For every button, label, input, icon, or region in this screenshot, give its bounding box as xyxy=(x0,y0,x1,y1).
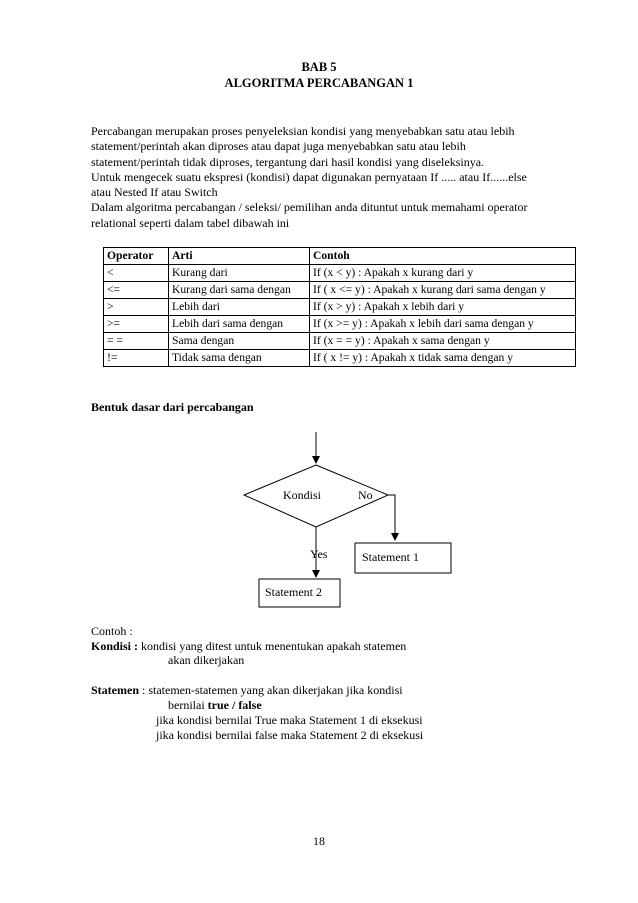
page-title: ALGORITMA PERCABANGAN 1 xyxy=(224,76,414,90)
table-cell: If (x >= y) : Apakah x lebih dari sama dengan y xyxy=(310,316,576,333)
table-cell: If (x > y) : Apakah x lebih dari y xyxy=(310,299,576,316)
intro-line: Dalam algoritma percabangan / seleksi/ pemilihan anda dituntut untuk memahami operator xyxy=(91,200,528,215)
kondisi-term: Kondisi : xyxy=(91,639,139,653)
table-cell: != xyxy=(104,350,169,367)
kondisi-continuation: akan dikerjakan xyxy=(168,653,245,667)
statemen-text: : statemen-statemen yang akan dikerjakan jika kondisi xyxy=(139,683,403,697)
intro-line: Percabangan merupakan proses penyeleksian kondisi yang menyebabkan satu atau lebih xyxy=(91,124,515,138)
true-case-line: jika kondisi bernilai True maka Statement 1 di eksekusi xyxy=(156,713,423,727)
table-header: Operator xyxy=(104,248,169,265)
table-cell: Sama dengan xyxy=(169,333,310,350)
table-cell: Kurang dari xyxy=(169,265,310,282)
kondisi-line xyxy=(91,639,406,654)
intro-line: relational seperti dalam tabel dibawah ini xyxy=(91,215,290,230)
statement1-label: Statement 1 xyxy=(362,550,419,564)
flow-section-title: Bentuk dasar dari percabangan xyxy=(91,400,254,414)
table-cell: >= xyxy=(104,316,169,333)
table-cell: <= xyxy=(104,282,169,299)
intro-line: atau Nested If atau Switch xyxy=(91,185,218,200)
example-heading: Contoh : xyxy=(91,624,133,638)
page-number: 18 xyxy=(313,834,325,848)
intro-line: Untuk mengecek suatu ekspresi (kondisi) dapat digunakan pernyataan If ..... atau If......else xyxy=(91,169,527,184)
intro-line: statement/perintah akan diproses atau dapat juga menyebabkan satu atau lebih xyxy=(91,139,466,154)
bernilai-prefix: bernilai xyxy=(168,698,208,712)
table-cell: If (x = = y) : Apakah x sama dengan y xyxy=(310,333,576,350)
bernilai-values: true / false xyxy=(207,698,262,712)
table-cell: If ( x <= y) : Apakah x kurang dari sama dengan y xyxy=(310,282,576,299)
table-cell: If ( x != y) : Apakah x tidak sama dengan y xyxy=(310,350,576,367)
table-cell: Lebih dari sama dengan xyxy=(169,316,310,333)
table-cell: Kurang dari sama dengan xyxy=(169,282,310,299)
table-cell: If (x < y) : Apakah x kurang dari y xyxy=(310,265,576,282)
false-case-line: jika kondisi bernilai false maka Statement 2 di eksekusi xyxy=(156,728,424,742)
statemen-term: Statemen xyxy=(91,683,139,697)
diamond-label: Kondisi xyxy=(283,488,322,502)
chapter-label: BAB 5 xyxy=(301,60,337,74)
table-header: Arti xyxy=(169,248,310,265)
statemen-line xyxy=(91,683,403,698)
yes-label: Yes xyxy=(310,547,328,561)
table-cell: < xyxy=(104,265,169,282)
no-branch-arrow xyxy=(388,495,395,540)
intro-line: statement/perintah tidak diproses, tergantung dari hasil kondisi yang diseleksinya. xyxy=(91,154,485,169)
statement2-label: Statement 2 xyxy=(265,585,322,599)
kondisi-text: kondisi yang ditest untuk menentukan apakah statemen xyxy=(138,639,407,653)
bernilai-line xyxy=(168,698,262,713)
table-cell: Tidak sama dengan xyxy=(169,350,310,367)
table-header: Contoh xyxy=(310,248,576,265)
table-cell: Lebih dari xyxy=(169,299,310,316)
table-cell: = = xyxy=(104,333,169,350)
table-cell: > xyxy=(104,299,169,316)
no-label: No xyxy=(358,488,373,502)
